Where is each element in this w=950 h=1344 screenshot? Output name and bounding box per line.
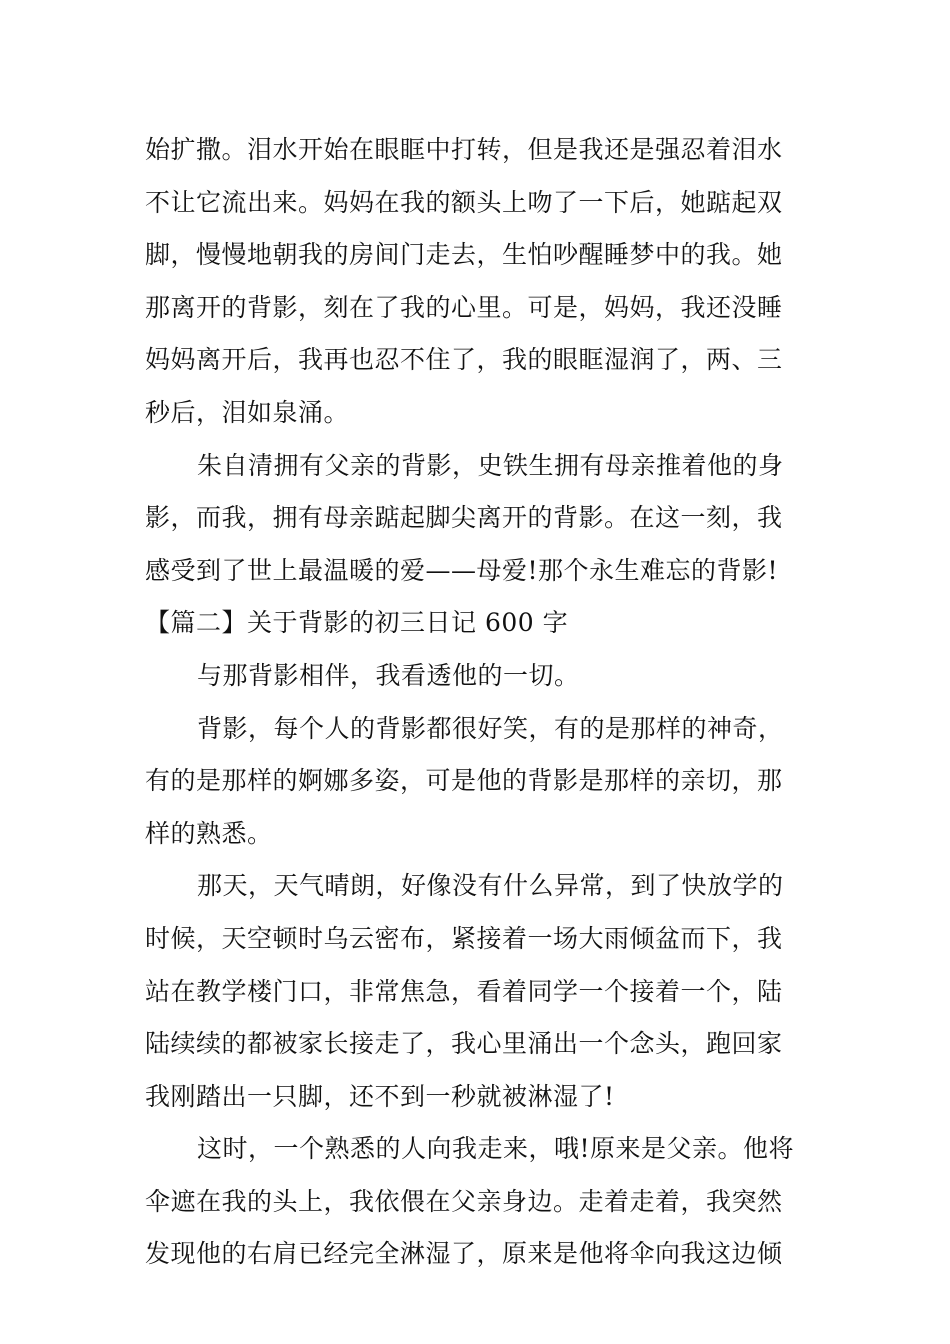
text-line: 那离开的背影，刻在了我的心里。可是，妈妈，我还没睡 (145, 292, 783, 322)
text-line: 妈妈离开后，我再也忍不住了，我的眼眶湿润了，两、三 (145, 345, 783, 375)
text-line: 伞遮在我的头上，我依偎在父亲身边。走着走着，我突然 (145, 1186, 783, 1216)
text-line: 不让它流出来。妈妈在我的额头上吻了一下后，她踮起双 (145, 187, 783, 217)
paragraph-first-line: 这时，一个熟悉的人向我走来，哦!原来是父亲。他将 (197, 1134, 795, 1164)
text-line: 始扩撒。泪水开始在眼眶中打转，但是我还是强忍着泪水 (145, 135, 783, 164)
text-line: 有的是那样的婀娜多姿，可是他的背影是那样的亲切，那 (145, 766, 783, 796)
document-body (145, 124, 815, 1281)
text-line: 样的熟悉。 (145, 818, 273, 848)
text-line: 发现他的右肩已经完全淋湿了，原来是他将伞向我这边倾 (145, 1239, 783, 1269)
paragraph-first-line: 那天，天气晴朗，好像没有什么异常，到了快放学的 (197, 871, 784, 901)
paragraph-first-line: 与那背影相伴，我看透他的一切。 (197, 660, 580, 690)
text-line: 感受到了世上最温暖的爱——母爱!那个永生难忘的背影! (145, 555, 779, 585)
text-line: 脚，慢慢地朝我的房间门走去，生怕吵醒睡梦中的我。她 (145, 240, 783, 270)
text-line: 陆续续的都被家长接走了，我心里涌出一个念头，跑回家 (145, 1029, 783, 1059)
text-line: 站在教学楼门口，非常焦急，看着同学一个接着一个，陆 (145, 976, 783, 1006)
text-line: 秒后，泪如泉涌。 (145, 397, 350, 427)
text-line: 影，而我，拥有母亲踮起脚尖离开的背影。在这一刻，我 (145, 503, 783, 533)
paragraph-first-line: 朱自清拥有父亲的背影，史铁生拥有母亲推着他的身 (197, 450, 784, 480)
text-line: 我刚踏出一只脚，还不到一秒就被淋湿了! (145, 1081, 615, 1111)
text-line: 时候，天空顿时乌云密布，紧接着一场大雨倾盆而下，我 (145, 923, 783, 953)
section-heading: 【篇二】关于背影的初三日记 600 字 (145, 608, 569, 638)
paragraph-first-line: 背影，每个人的背影都很好笑，有的是那样的神奇， (197, 713, 784, 743)
